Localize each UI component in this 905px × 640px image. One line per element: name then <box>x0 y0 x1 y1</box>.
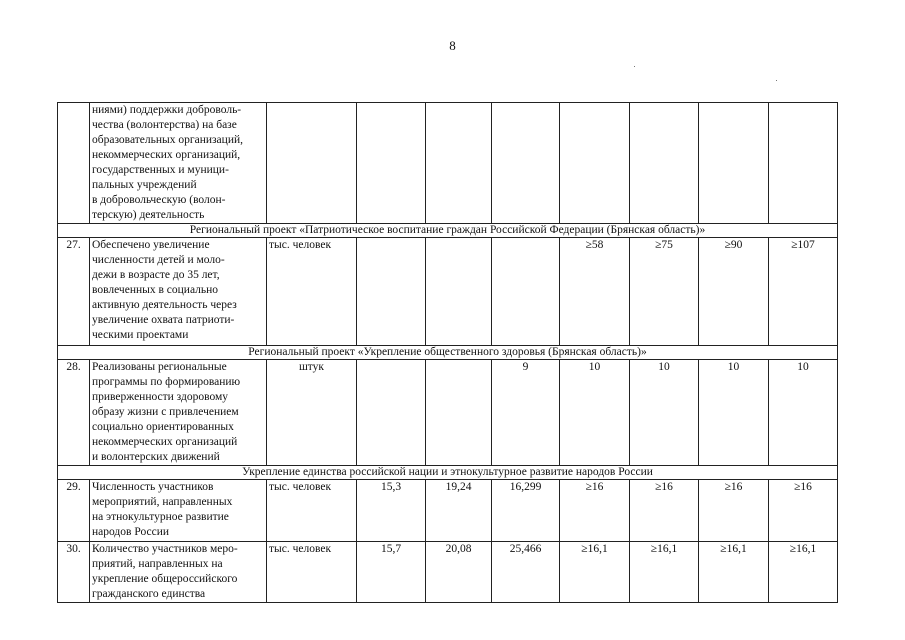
section-title: Региональный проект «Патриотическое воспитание граждан Российской Федерации (Брянская область)» <box>58 224 838 238</box>
unit-cell: тыс. человек <box>267 480 357 542</box>
section-title: Укрепление единства российской нации и этнокультурное развитие народов России <box>58 466 838 480</box>
value-cell: 10 <box>630 360 699 466</box>
value-cell: 10 <box>560 360 630 466</box>
value-cell <box>492 238 560 346</box>
indicator-name: Реализованы региональные программы по формированию приверженности здоровому образу жизни с привлечением социально ориентированных некоммерческих организаций и волонтерских движений <box>90 360 267 466</box>
value-cell <box>769 103 838 224</box>
value-cell <box>426 360 492 466</box>
row-number <box>58 103 90 224</box>
value-cell: ≥16 <box>630 480 699 542</box>
table-row <box>58 103 838 224</box>
value-cell: 25,466 <box>492 542 560 603</box>
row-number: 27. <box>58 238 90 346</box>
table-row <box>58 480 838 542</box>
row-number: 29. <box>58 480 90 542</box>
indicators-table <box>57 102 838 603</box>
value-cell <box>560 103 630 224</box>
value-cell: ≥75 <box>630 238 699 346</box>
indicator-name: ниями) поддержки доброволь- чества (волонтерства) на базе образовательных организаций, некоммерческих организаций, государственных и муници- пальных учреждений в добровольческую (волон- терскую) деятельность <box>90 103 267 224</box>
value-cell: ≥16 <box>769 480 838 542</box>
value-cell <box>357 360 426 466</box>
value-cell <box>492 103 560 224</box>
section-header-row <box>58 346 838 360</box>
value-cell: ≥16,1 <box>769 542 838 603</box>
section-header-row <box>58 224 838 238</box>
table-row <box>58 542 838 603</box>
value-cell: 19,24 <box>426 480 492 542</box>
value-cell: ≥16,1 <box>560 542 630 603</box>
value-cell <box>426 103 492 224</box>
value-cell: ≥16,1 <box>630 542 699 603</box>
indicator-name: Численность участников мероприятий, направленных на этнокультурное развитие народов России <box>90 480 267 542</box>
indicator-name: Количество участников меро- приятий, направленных на укрепление общероссийского гражданского единства <box>90 542 267 603</box>
scan-speck <box>776 80 777 81</box>
value-cell <box>426 238 492 346</box>
unit-cell: штук <box>267 360 357 466</box>
value-cell: ≥107 <box>769 238 838 346</box>
section-header-row <box>58 466 838 480</box>
value-cell <box>357 103 426 224</box>
value-cell <box>630 103 699 224</box>
indicator-name: Обеспечено увеличение численности детей и моло- дежи в возрасте до 35 лет, вовлеченных в социально активную деятельность через увеличение охвата патриоти- ческими проектами <box>90 238 267 346</box>
value-cell: 15,3 <box>357 480 426 542</box>
unit-cell: тыс. человек <box>267 542 357 603</box>
value-cell: ≥90 <box>699 238 769 346</box>
value-cell: 9 <box>492 360 560 466</box>
value-cell: 10 <box>699 360 769 466</box>
scan-speck <box>634 66 635 67</box>
section-title: Региональный проект «Укрепление общественного здоровья (Брянская область)» <box>58 346 838 360</box>
value-cell: 16,299 <box>492 480 560 542</box>
unit-cell: тыс. человек <box>267 238 357 346</box>
page-number: 8 <box>449 38 456 53</box>
value-cell: 20,08 <box>426 542 492 603</box>
value-cell <box>357 238 426 346</box>
row-number: 28. <box>58 360 90 466</box>
value-cell: 15,7 <box>357 542 426 603</box>
value-cell: ≥16 <box>699 480 769 542</box>
unit-cell <box>267 103 357 224</box>
value-cell: 10 <box>769 360 838 466</box>
value-cell: ≥16,1 <box>699 542 769 603</box>
table-row <box>58 360 838 466</box>
value-cell <box>699 103 769 224</box>
value-cell: ≥16 <box>560 480 630 542</box>
table-row <box>58 238 838 346</box>
row-number: 30. <box>58 542 90 603</box>
value-cell: ≥58 <box>560 238 630 346</box>
